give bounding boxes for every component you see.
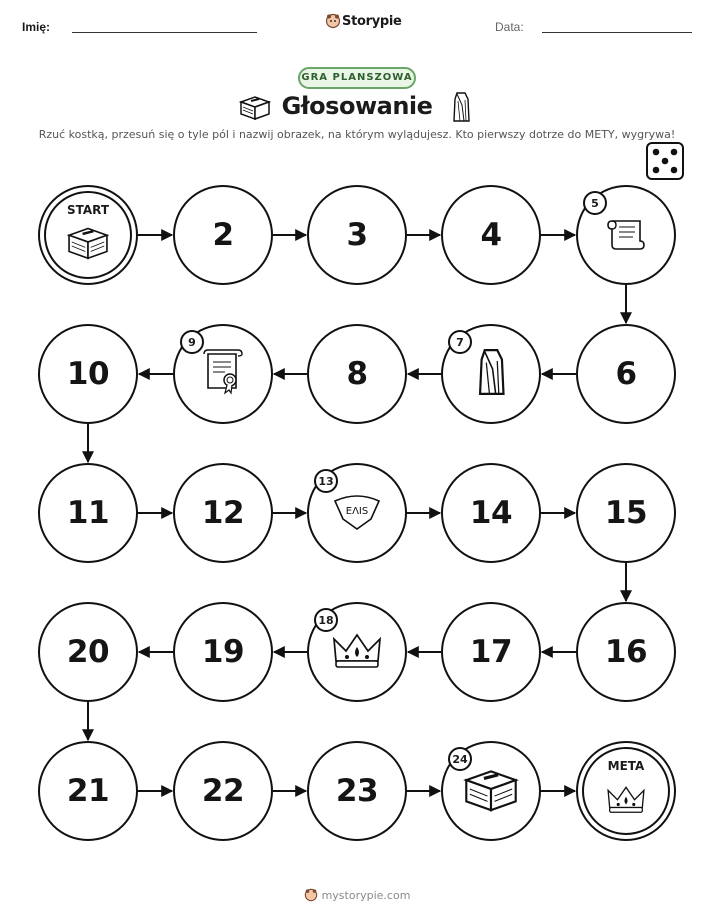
cell-number-tag: 24 — [448, 747, 472, 771]
toga-icon — [473, 347, 509, 401]
cell-number: 8 — [346, 356, 368, 392]
start-cell — [38, 185, 138, 285]
board-cell — [307, 741, 407, 841]
board-cell — [38, 602, 138, 702]
cell-number: 19 — [201, 634, 245, 670]
footer — [0, 888, 714, 902]
board-cell — [307, 185, 407, 285]
ballot-box-icon — [461, 764, 521, 818]
board-cell — [173, 741, 273, 841]
page-title: Głosowanie — [281, 92, 433, 120]
board-cell — [38, 463, 138, 563]
name-label: Imię: — [22, 20, 51, 34]
board-cell — [173, 185, 273, 285]
board-cell — [38, 324, 138, 424]
cell-number-tag: 18 — [314, 608, 338, 632]
cell-number: 16 — [604, 634, 648, 670]
cell-number-tag: 7 — [448, 330, 472, 354]
start-label: START — [66, 203, 110, 217]
cell-number-tag: 5 — [583, 191, 607, 215]
ostracon-icon — [331, 489, 383, 537]
board-cell — [576, 602, 676, 702]
cell-number-tag: 13 — [314, 469, 338, 493]
cell-number: 11 — [66, 495, 110, 531]
board-cell — [576, 463, 676, 563]
date-label: Data: — [495, 20, 524, 34]
cell-number-tag: 9 — [180, 330, 204, 354]
finish-label: META — [607, 759, 645, 773]
board-cell — [307, 324, 407, 424]
cell-number: 21 — [66, 773, 110, 809]
cell-number: 12 — [201, 495, 245, 531]
brand-name: Storypie — [342, 14, 402, 29]
cell-number: 22 — [201, 773, 245, 809]
board-cell — [173, 463, 273, 563]
finish-cell — [576, 741, 676, 841]
cell-number: 2 — [212, 217, 234, 253]
svg-text:EΛIS: EΛIS — [345, 506, 369, 517]
storypie-footer-logo-icon — [304, 888, 318, 902]
crown-icon — [330, 629, 384, 675]
diploma-icon — [198, 348, 248, 400]
cell-number: 4 — [480, 217, 502, 253]
instructions: Rzuć kostką, przesuń się o tyle pól i nazwij obrazek, na którym wylądujesz. Kto pierwszy dotrze do METY, wygrywa! — [38, 128, 676, 141]
cell-number: 15 — [604, 495, 648, 531]
category-badge: GRA PLANSZOWA — [298, 67, 416, 89]
cell-number: 20 — [66, 634, 110, 670]
cell-number: 6 — [615, 356, 637, 392]
cell-number: 3 — [346, 217, 368, 253]
board-cell — [441, 185, 541, 285]
board-cell — [441, 463, 541, 563]
board-cell — [173, 602, 273, 702]
cell-number: 10 — [66, 356, 110, 392]
board-cell — [576, 324, 676, 424]
cell-number: 14 — [469, 495, 513, 531]
footer-url: mystorypie.com — [321, 889, 411, 902]
board-cell — [441, 602, 541, 702]
scroll-icon — [604, 211, 648, 259]
cell-number: 17 — [469, 634, 513, 670]
board-cell — [38, 741, 138, 841]
cell-number: 23 — [335, 773, 379, 809]
